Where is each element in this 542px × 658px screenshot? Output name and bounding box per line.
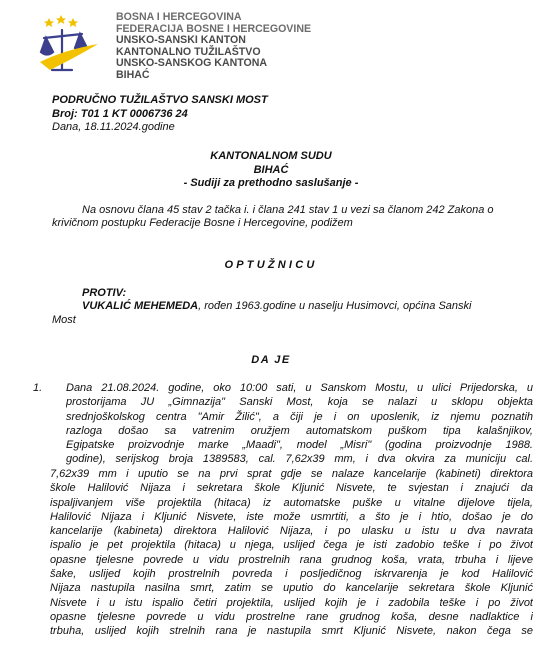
scales-of-justice-logo-icon [38,12,104,78]
letterhead-line: BOSNA I HERCEGOVINA [116,11,242,23]
office-block [52,94,268,135]
charge-line: Halilović Nijaza i Kljunić Nisvete, iste može usmrtiti, a što je i htio, došao je do [50,510,533,523]
charge-line: Nisvete i u istu ispalio četiri projektila, uslijed kojih je i zadobila teške i po život [50,596,533,609]
addressee-judge: - Sudiji za prethodno saslušanje - [183,177,359,189]
charge-line: trbuha, uslijed kojih strelnih rana je nastupila smrt Kljunić Nisvete, nakon čega se [50,625,533,638]
charge-line: opasne tjelesne povrede u vidu prostrelnih rana grudnog koša, vrata, trbuha i lijeve [50,553,533,566]
charges-heading: DA JE [251,354,291,366]
intro-text: Na osnovu člana 45 stav 2 tačka i. i člana 241 stav 1 u vezi sa članom 242 Zakona o krivičnom postupku Federacije Bosne i Hercegovine, podižem [52,204,494,230]
letterhead-line: UNSKO-SANSKI KANTON [116,34,246,46]
charge-text-wide [50,467,533,639]
institution-header [116,12,311,81]
letterhead-line: FEDERACIJA BOSNE I HERCEGOVINE [116,22,312,35]
defendant-line [52,300,507,313]
charge-number: 1. [33,382,43,394]
intro-paragraph [52,204,502,231]
defendant-name: VUKALIĆ MEHEMEDA [82,300,199,313]
letterhead-line: UNSKO-SANSKOG KANTONA [116,57,268,69]
charge-line: 7,62x39 mm i uputio se na prvi sprat gdje se nalaze kancelarije (kabineti) direktora [50,468,533,480]
charge-line: Nijaza nastupila nasilna smrt, zatim se uputio do kancelarije sekretara škole Kljunić [50,582,533,595]
office-name: PODRUČNO TUŽILAŠTVO SANSKI MOST [52,94,268,106]
charge-line: godine), serijskog broja 1389583, cal. 7,62x39 mm, i dva okvira za municiju cal. [66,453,533,466]
charge-line: razloga došao sa vatrenim oružjem automatskom puškom tipa kalašnjikov, [66,424,533,437]
defendant-place: Most [52,313,76,326]
charge-line: prostorijama JU „Gimnazija" Sanski Most, koja se nalazi u sklopu objekta [66,396,533,409]
charge-line: Egipatske proizvodnje marke „Maadi", model „Misri" (godina proizvodnje 1988. [66,439,533,452]
against-label: PROTIV: [82,287,127,299]
letterhead-line: BIHAĆ [116,68,150,81]
addressee-city: BIHAĆ [253,163,289,176]
charge-line: Dana 21.08.2024. godine, oko 10:00 sati, u Sanskom Mostu, u ulici Prijedorska, u [66,382,533,394]
charge-text-indented [66,381,533,467]
charge-line: kancelarije (kabineta) direktora Halilović Nijaza, i po ulasku u istu u dva navrata [50,525,533,538]
addressee-court: KANTONALNOM SUDU [210,150,332,162]
charge-line: opasne tjelesne povrede u vidu prostrelne rane grudnog koša, desne nadlaktice i [50,610,533,623]
addressee-block [0,150,542,191]
indictment-heading: OPTUŽNICU [224,259,318,271]
case-number: Broj: T01 1 KT 0006736 24 [52,107,188,120]
charge-line: ispalio je pet projektila (hitaca) u njega, uslijed čega je isti zadobio teške i po život [50,539,533,552]
defendant-block [52,287,507,327]
charge-line: ispaljivanjem više projektila (hitaca) iz automatske puške u vitalne dijelove tijela, [50,496,533,509]
letterhead-line: KANTONALNO TUŽILAŠTVO [116,45,261,58]
charge-line: šake, uslijed kojih prostrelnih povreda i posljedičnog iskrvarenja je kod Halilović [50,568,533,581]
charge-line: srednjoškolskog centra "Amir Žilić", a čiji je i on uposlenik, iz njemu poznatih [66,410,533,423]
charge-line: škole Halilović Nijaza i sekretara škole Kljunić Nisvete, te svjestan i znajući da [50,482,533,495]
document-date: Dana, 18.11.2024.godine [52,121,175,133]
defendant-birth: , rođen 1963.godine u naselju Husimovci, općina Sanski [198,300,472,313]
